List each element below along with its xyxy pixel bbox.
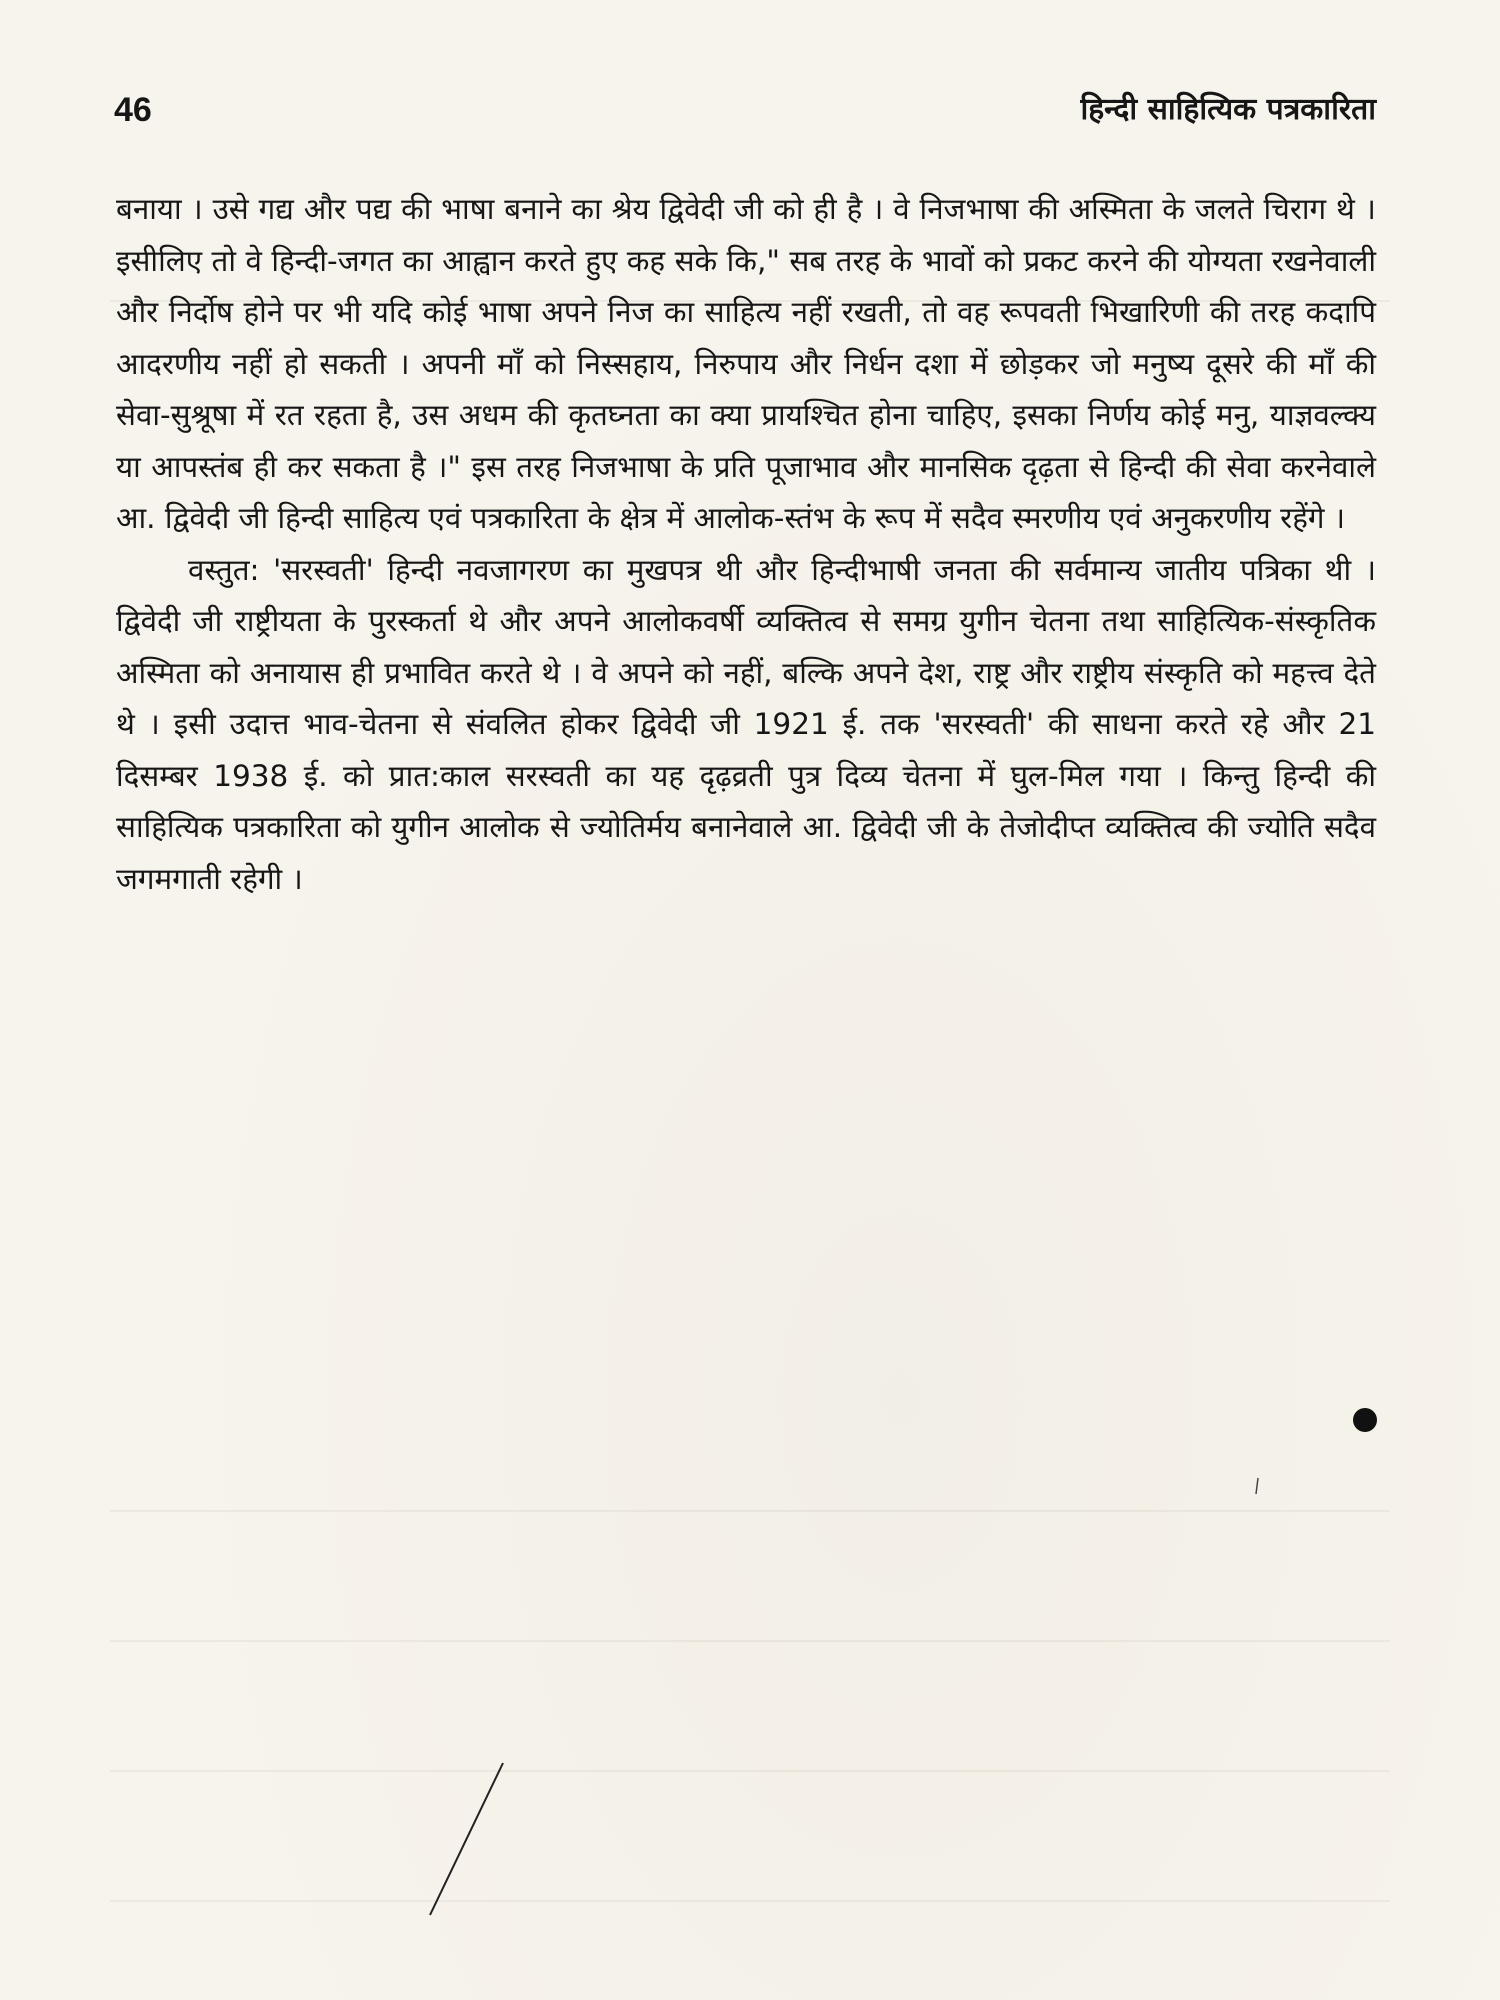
- show-through-line: [110, 1770, 1390, 1772]
- page-number: 46: [114, 91, 152, 129]
- show-through-line: [110, 1900, 1390, 1902]
- end-of-section-bullet: [1353, 1408, 1377, 1432]
- scratch-line: [430, 1763, 503, 1915]
- paragraph-2: वस्तुत: 'सरस्वती' हिन्दी नवजागरण का मुखपत्र थी और हिन्दीभाषी जनता की सर्वमान्य जातीय पत्रिका थी । द्विवेदी जी राष्ट्रीयता के पुरस्कर्ता थे और अपने आलोकवर्षी व्यक्तित्व से समग्र युगीन चेतना तथा साहित्यिक-संस्कृतिक अस्मिता को अनायास ही प्रभावित करते थे । वे अपने को नहीं, बल्कि अपने देश, राष्ट्र और राष्ट्रीय संस्कृति को महत्त्व देते थे । इसी उदात्त भाव-चेतना से संवलित होकर द्विवेदी जी 1921 ई. तक 'सरस्वती' की साधना करते रहे और 21 दिसम्बर 1938 ई. को प्रात:काल सरस्वती का यह दृढ़व्रती पुत्र दिव्य चेतना में घुल-मिल गया । किन्तु हिन्दी की साहित्यिक पत्रकारिता को युगीन आलोक से ज्योतिर्मय बनानेवाले आ. द्विवेदी जी के तेजोदीप्त व्यक्तित्व की ज्योति सदैव जगमगाती रहेगी ।: [116, 552, 1376, 896]
- page-header: [114, 88, 1376, 138]
- body-text: [116, 184, 1376, 905]
- running-title: हिन्दी साहित्यिक पत्रकारिता: [1080, 92, 1376, 127]
- paragraph-1: बनाया । उसे गद्य और पद्य की भाषा बनाने का श्रेय द्विवेदी जी को ही है । वे निजभाषा की अस्मिता के जलते चिराग थे । इसीलिए तो वे हिन्दी-जगत का आह्वान करते हुए कह सके कि," सब तरह के भावों को प्रकट करने की योग्यता रखनेवाली और निर्दोष होने पर भी यदि कोई भाषा अपने निज का साहित्य नहीं रखती, तो वह रूपवती भिखारिणी की तरह कदापि आदरणीय नहीं हो सकती । अपनी माँ को निस्सहाय, निरुपाय और निर्धन दशा में छोड़कर जो मनुष्य दूसरे की माँ की सेवा-सुश्रूषा में रत रहता है, उस अधम की कृतघ्नता का क्या प्रायश्चित होना चाहिए, इसका निर्णय कोई मनु, याज्ञवल्क्य या आपस्तंब ही कर सकता है ।" इस तरह निजभाषा के प्रति पूजाभाव और मानसिक दृढ़ता से हिन्दी की सेवा करनेवाले आ. द्विवेदी जी हिन्दी साहित्य एवं पत्रकारिता के क्षेत्र में आलोक-स्तंभ के रूप में सदैव स्मरणीय एवं अनुकरणीय रहेंगे ।: [116, 192, 1376, 535]
- show-through-line: [110, 1510, 1390, 1512]
- show-through-line: [110, 1640, 1390, 1642]
- scratch-line-small: [1256, 1478, 1258, 1494]
